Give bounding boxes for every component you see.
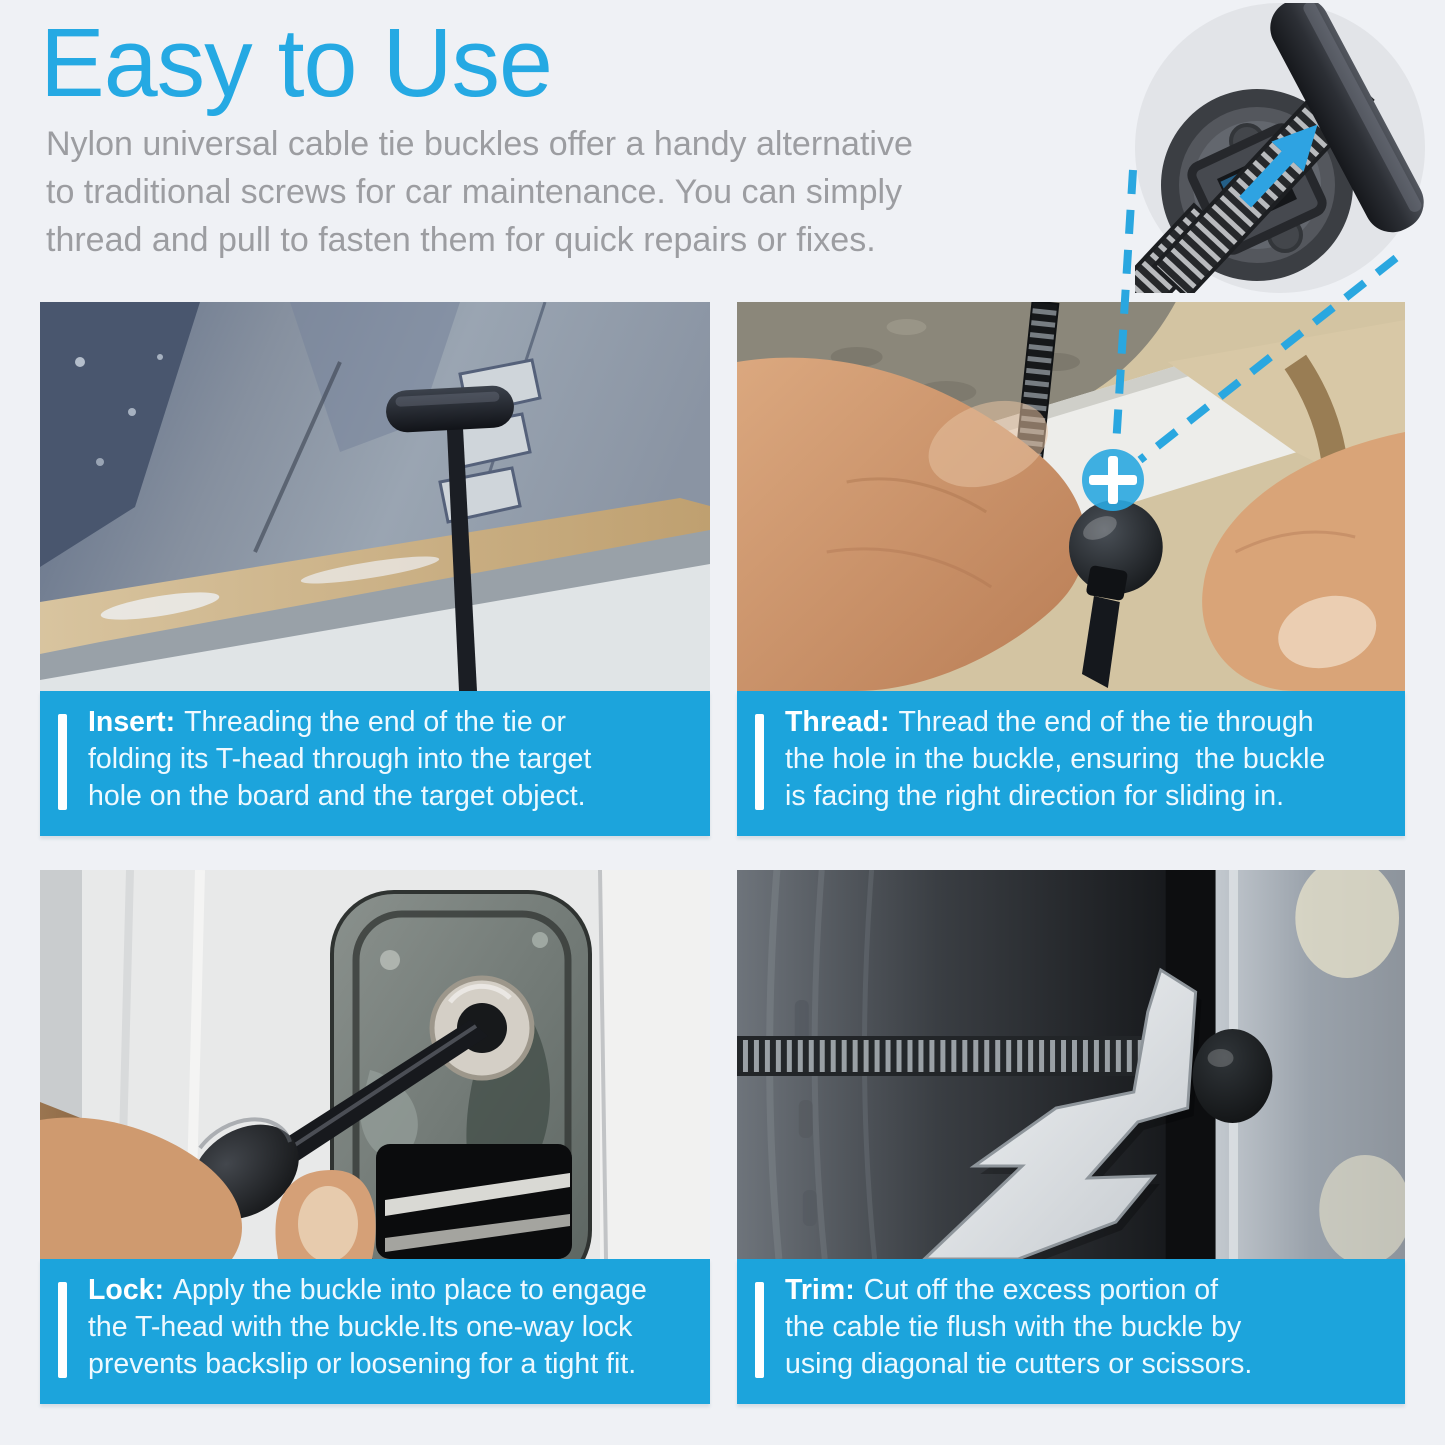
step-desc-line: Threading the end of the tie or: [184, 706, 566, 738]
step-desc-line: Thread the end of the tie through: [898, 706, 1314, 738]
step-desc-line: Cut off the excess portion of: [863, 1274, 1219, 1306]
step-label: Trim: [785, 1274, 846, 1306]
step-photo-insert: [40, 302, 710, 691]
step-desc-line: folding its T-head through into the target: [88, 743, 592, 775]
step-desc-line: the cable tie flush with the buckle by: [785, 1311, 1242, 1343]
label-colon: :: [880, 706, 890, 738]
step-desc-line: is facing the right direction for sliding in.: [785, 780, 1285, 812]
step-card-thread: [737, 302, 1405, 836]
caption-accent-bar: [755, 1282, 764, 1378]
page-title: Easy to Use: [40, 8, 552, 117]
caption-accent-bar: [58, 714, 67, 810]
buckle-render-illustration: [1135, 3, 1425, 293]
steps-grid: [40, 302, 1405, 1404]
intro-paragraph: [46, 120, 913, 264]
step-desc-line: Apply the buckle into place to engage: [173, 1274, 647, 1306]
label-colon: :: [845, 1274, 855, 1306]
caption-accent-bar: [755, 714, 764, 810]
label-colon: :: [154, 1274, 165, 1306]
intro-line: to traditional screws for car maintenance. You can simply: [46, 173, 903, 211]
label-colon: :: [165, 706, 176, 738]
caption-accent-bar: [58, 1282, 67, 1378]
step-label: Thread: [785, 706, 881, 738]
step-desc-line: hole on the board and the target object.: [88, 780, 586, 812]
step-card-trim: [737, 870, 1405, 1404]
step-desc-line: the T-head with the buckle.Its one-way lock: [88, 1311, 633, 1343]
step-label: Lock: [88, 1274, 155, 1306]
step-desc-line: using diagonal tie cutters or scissors.: [785, 1348, 1253, 1380]
intro-line: thread and pull to fasten them for quick repairs or fixes.: [46, 221, 876, 259]
step-caption-trim: [737, 1259, 1405, 1404]
product-detail-inset: [1135, 3, 1425, 293]
step-caption-insert: [40, 691, 710, 836]
step-caption-thread: [737, 691, 1405, 836]
step-caption-lock: [40, 1259, 710, 1404]
step-photo-lock: [40, 870, 710, 1259]
step-desc-line: the hole in the buckle, ensuring the buckle: [785, 743, 1326, 775]
step-card-insert: [40, 302, 710, 836]
step-card-lock: [40, 870, 710, 1404]
step-label: Insert: [88, 706, 166, 738]
step-desc-line: prevents backslip or loosening for a tight fit.: [88, 1348, 637, 1380]
step-photo-trim: [737, 870, 1405, 1259]
step-photo-thread: [737, 302, 1405, 691]
intro-line: Nylon universal cable tie buckles offer a handy alternative: [46, 125, 913, 163]
